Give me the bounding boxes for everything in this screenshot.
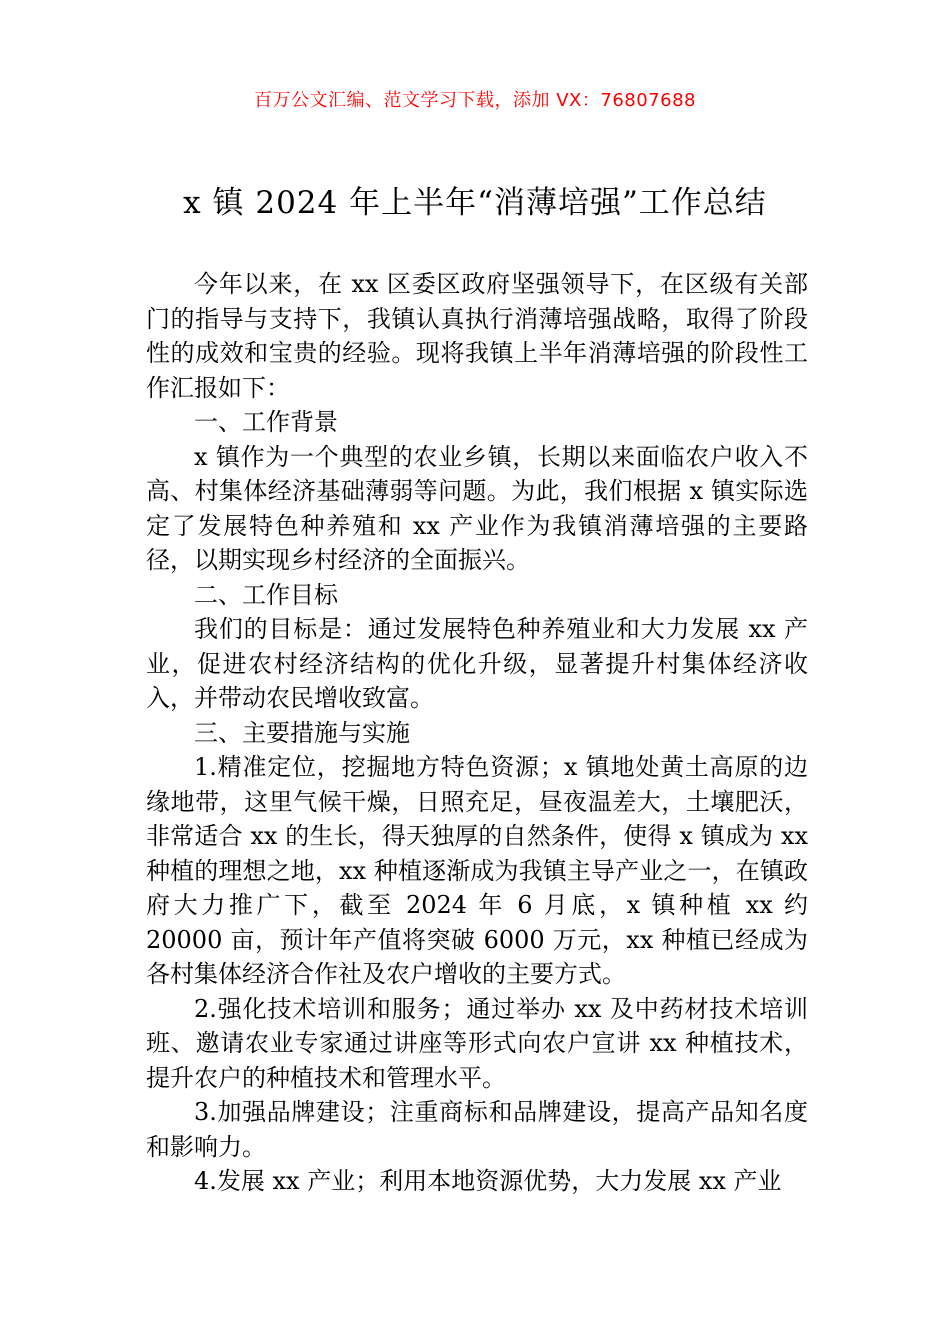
section-heading-goals: 二、工作目标	[194, 580, 338, 609]
paragraph-measure-4: 4.发展 xx 产业；利用本地资源优势，大力发展 xx 产业	[194, 1167, 782, 1195]
section-heading-measures: 三、主要措施与实施	[194, 718, 410, 747]
paragraph-measure-3: 3.加强品牌建设；注重商标和品牌建设，提高产品知名度和影响力。	[146, 1098, 808, 1161]
paragraph-goals: 我们的目标是：通过发展特色种养殖业和大力发展 xx 产业，促进农村经济结构的优化升级，显著提升村集体经济收入，并带动农民增收致富。	[146, 615, 808, 712]
paragraph-measure-2: 2.强化技术培训和服务；通过举办 xx 及中药材技术培训班、邀请农业专家通过讲座等形式向农户宣讲 xx 种植技术，提升农户的种植技术和管理水平。	[146, 994, 808, 1092]
page-title: x 镇 2024 年上半年“消薄培强”工作总结	[183, 185, 767, 221]
paragraph-intro: 今年以来，在 xx 区委区政府坚强领导下，在区级有关部门的指导与支持下，我镇认真执行消薄培强战略，取得了阶段性的成效和宝贵的经验。现将我镇上半年消薄培强的阶段性工作汇报如下：	[146, 270, 808, 402]
download-notice: 百万公文汇编、范文学习下载，添加 VX：76807688	[254, 90, 696, 111]
paragraph-background: x 镇作为一个典型的农业乡镇，长期以来面临农户收入不高、村集体经济基础薄弱等问题。为此，我们根据 x 镇实际选定了发展特色种养殖和 xx 产业作为我镇消薄培强的主要路径，以期实现乡村经济的全面振兴。	[146, 442, 808, 574]
paragraph-measure-1: 1.精准定位，挖掘地方特色资源；x 镇地处黄土高原的边缘地带，这里气候干燥，日照充足，昼夜温差大，土壤肥沃，非常适合 xx 的生长，得天独厚的自然条件，使得 x 镇成为 xx 种植的理想之地，xx 种植逐渐成为我镇主导产业之一，在镇政府大力推广下，截至 2024 年 6 月底，x 镇种植 xx 约 20000 亩，预计年产值将突破 6000 万元，xx 种植已经成为各村集体经济合作社及农户增收的主要方式。	[146, 753, 808, 988]
document-body	[146, 267, 808, 1199]
section-heading-background: 一、工作背景	[194, 408, 338, 436]
